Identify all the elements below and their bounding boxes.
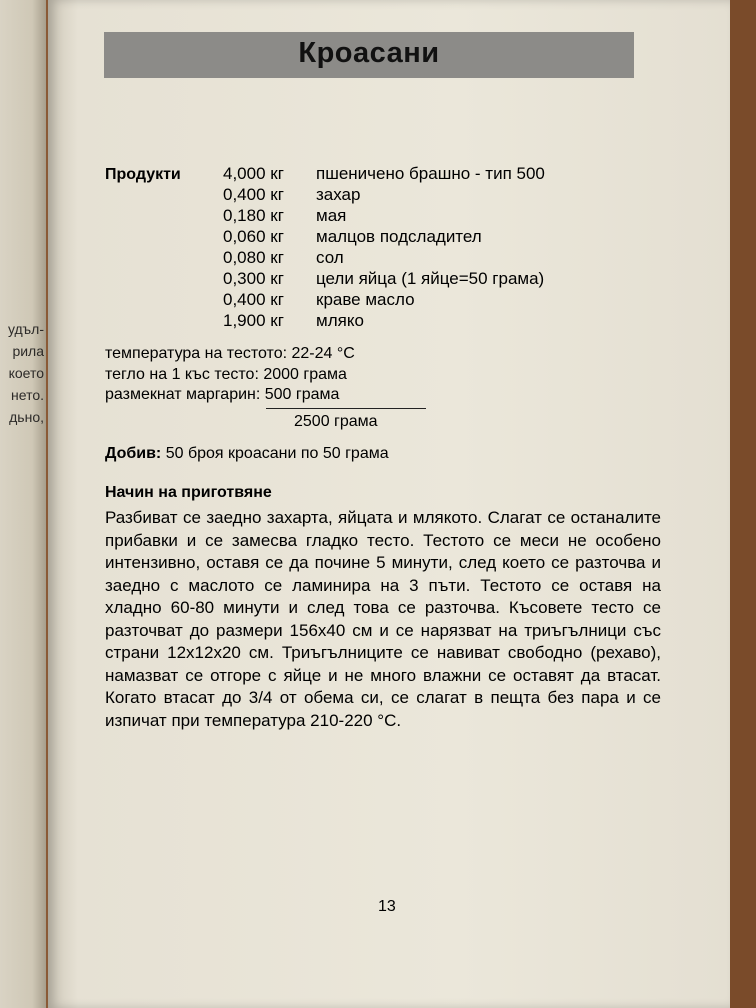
ingredient-row <box>223 247 545 268</box>
method-heading: Начин на приготвяне <box>105 484 272 501</box>
dough-temperature: температура на тестото: 22-24 °C <box>105 345 355 362</box>
ingredient-name: цели яйца (1 яйце=50 грама) <box>316 269 545 288</box>
ingredient-name: сол <box>316 248 344 267</box>
ingredient-quantity: 0,300 кг <box>223 269 284 288</box>
ingredient-name: пшеничено брашно - тип 500 <box>316 164 545 183</box>
ingredient-name: краве масло <box>316 290 415 309</box>
ingredient-quantity: 0,060 кг <box>223 227 284 246</box>
yield-label: Добив: <box>105 445 162 462</box>
ingredient-name: захар <box>316 185 361 204</box>
page-number: 13 <box>378 898 396 915</box>
left-fragment: което <box>8 365 44 381</box>
dough-info <box>105 344 355 406</box>
ingredient-row <box>223 289 545 310</box>
ingredient-row <box>223 226 545 247</box>
method-paragraph: Разбиват се заедно захарта, яйцата и млякото. Слагат се останалите прибавки и се замесва гладко тесто. Тестото се меси не особено интензивно, оставя се да почине 5 минути, след което се разточва и заедно с маслото се ламинира на 3 пъти. Тестото се оставя на хладно 60-80 минути и след това се разточва. Късовете тесто се разточват до размери 156x40 см и се нарязват на триъгълници със страни 12x12x20 см. Триъгълниците се навиват свободно (рехаво), намазват се отгоре с яйце и не много влажни се оставят да втасат. Когато втасат до 3/4 от обема си, се слагат в пещта без пара и се изпичат при температура 210-220 °C. <box>105 508 661 730</box>
left-page-text-fragments <box>0 318 44 428</box>
ingredient-quantity: 0,400 кг <box>223 290 284 309</box>
ingredient-quantity: 0,180 кг <box>223 206 284 225</box>
book-page <box>48 0 730 1008</box>
ingredient-name: мляко <box>316 311 364 330</box>
ingredient-quantity: 1,900 кг <box>223 311 284 330</box>
ingredient-quantity: 0,080 кг <box>223 248 284 267</box>
ingredient-row <box>223 310 545 331</box>
left-fragment: рила <box>12 343 44 359</box>
products-label: Продукти <box>105 166 181 183</box>
page-title: Кроасани <box>298 37 440 69</box>
margarine-amount: размекнат маргарин: 500 грама <box>105 386 340 403</box>
piece-weight: тегло на 1 къс тесто: 2000 грама <box>105 365 347 383</box>
yield-text: 50 броя кроасани по 50 грама <box>165 445 389 462</box>
ingredients-list <box>223 163 545 331</box>
ingredient-row <box>223 205 545 226</box>
total-weight: 2500 грама <box>294 413 378 430</box>
left-fragment: нето. <box>11 387 44 403</box>
background-surface <box>730 0 756 1008</box>
yield-line <box>105 445 389 463</box>
ingredient-row <box>223 184 545 205</box>
ingredient-quantity: 0,400 кг <box>223 185 284 204</box>
ingredient-name: мая <box>316 206 347 225</box>
sum-rule <box>266 408 426 409</box>
ingredient-row <box>223 163 545 184</box>
ingredient-name: малцов подсладител <box>316 227 482 246</box>
ingredient-row <box>223 268 545 289</box>
left-fragment: удъл- <box>8 321 44 337</box>
left-fragment: дьно, <box>9 409 44 425</box>
title-banner <box>104 32 634 78</box>
ingredient-quantity: 4,000 кг <box>223 164 284 183</box>
left-page <box>0 0 46 1008</box>
